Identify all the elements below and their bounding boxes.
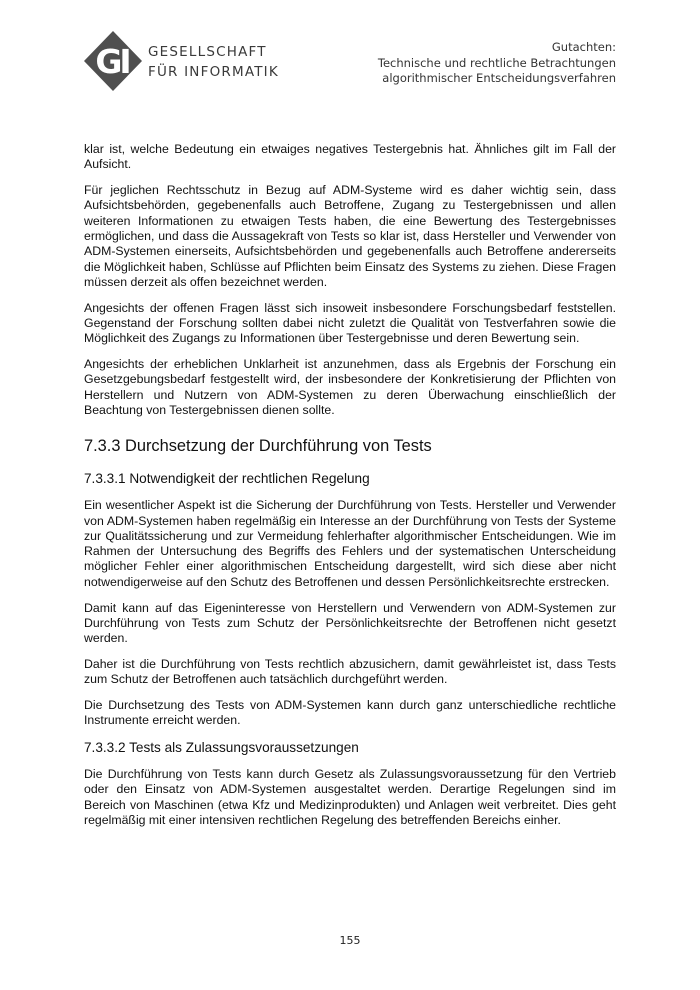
page-header xyxy=(0,0,700,120)
document-title-line2: Technische und rechtliche Betrachtungen xyxy=(377,55,616,70)
org-name-line2: FÜR INFORMATIK xyxy=(148,64,279,80)
document-title xyxy=(378,40,616,87)
paragraph: Damit kann auf das Eigeninteresse von Herstellern und Verwendern von ADM-Systemen zur Durchführung von Tests zum Schutz der Persönlichkeitsrechte der Betroffenen nicht gesetzt werden. xyxy=(84,600,616,646)
paragraph: klar ist, welche Bedeutung ein etwaiges negatives Testergebnis hat. Ähnliches gilt im Fall der Aufsicht. xyxy=(84,142,616,172)
subsection-heading-7-3-3-2: 7.3.3.2 Tests als Zulassungsvoraussetzungen xyxy=(84,740,359,756)
subsection-heading-7-3-3-1: 7.3.3.1 Notwendigkeit der rechtlichen Regelung xyxy=(84,471,370,487)
section-heading-7-3-3: 7.3.3 Durchsetzung der Durchführung von Tests xyxy=(84,437,432,456)
paragraph: Angesichts der offenen Fragen lässt sich insoweit insbesondere Forschungsbedarf feststellen. Gegenstand der Forschung sollten dabei nicht zuletzt die Qualität von Testverfahren sowie die Möglichkeit des Zugangs zu Informationen über Testergebnisse und deren Bewertung sein. xyxy=(84,300,616,346)
document-title-line1: Gutachten: xyxy=(551,40,616,54)
paragraph: Die Durchsetzung des Tests von ADM-Systemen kann durch ganz unterschiedliche rechtliche Instrumente erreicht werden. xyxy=(84,698,616,728)
paragraph: Ein wesentlicher Aspekt ist die Sicherung der Durchführung von Tests. Hersteller und Verwender von ADM-Systemen haben regelmäßig ein Interesse an der Durchführung von Tests der Systeme zur Qualitätssicherung und zur Vermeidung fehlerhafter algorithmischer Entscheidungen. Wie im Rahmen der Untersuchung des Begriffs des Fehlers und der systematischen Unterscheidung möglicher Fehler einer algorithmischen Entscheidung dargestellt, wird sich diese aber nicht notwendigerweise auf den Schutz des Betroffenen und dessen Persönlichkeitsrechte erstrecken. xyxy=(84,498,616,589)
paragraph: Für jeglichen Rechtsschutz in Bezug auf ADM-Systeme wird es daher wichtig sein, dass Aufsichtsbehörden, gegebenenfalls auch Betroffene, Zugang zu Testergebnissen und allen weiteren Informationen zu etwaigen Tests haben, die eine Bewertung des Testergebnisses ermöglichen, und dass die Aussagekraft von Tests so klar ist, dass Hersteller und Verwender von ADM-Systemen einerseits, Aufsichtsbehörden und gegebenenfalls auch Betroffene andererseits die Möglichkeit haben, Schlüsse auf Pflichten beim Einsatz des Systems zu ziehen. Diese Fragen müssen derzeit als offen bezeichnet werden. xyxy=(84,183,616,289)
paragraph: Die Durchführung von Tests kann durch Gesetz als Zulassungsvoraussetzung für den Vertrieb oder den Einsatz von ADM-Systemen ausgestaltet werden. Derartige Regelungen sind im Bereich von Maschinen (etwa Kfz und Medizinprodukten) und Anlagen weit verbreitet. Dies geht regelmäßig mit einer intensiven rechtlichen Regelung des betreffenden Bereichs einher. xyxy=(84,767,616,827)
paragraph: Daher ist die Durchführung von Tests rechtlich abzusichern, damit gewährleistet ist, dass Tests zum Schutz der Betroffenen auch tatsächlich durchgeführt werden. xyxy=(84,656,616,687)
page-content xyxy=(84,142,616,839)
org-name-line1: GESELLSCHAFT xyxy=(148,44,267,60)
paragraph: Angesichts der erheblichen Unklarheit ist anzunehmen, dass als Ergebnis der Forschung ein Gesetzgebungsbedarf festgestellt wird, der insbesondere der Konkretisierung der Pflichten von Herstellern und Nutzern von ADM-Systemen zu deren Überwachung einschließlich der Beachtung von Testergebnissen dienen sollte. xyxy=(84,357,616,417)
page-number: 155 xyxy=(339,934,361,947)
organization-name xyxy=(148,42,279,82)
gi-logo-icon xyxy=(82,30,144,92)
svg-text:GI: GI xyxy=(95,42,129,81)
document-title-line3: algorithmischer Entscheidungsverfahren xyxy=(382,71,616,85)
